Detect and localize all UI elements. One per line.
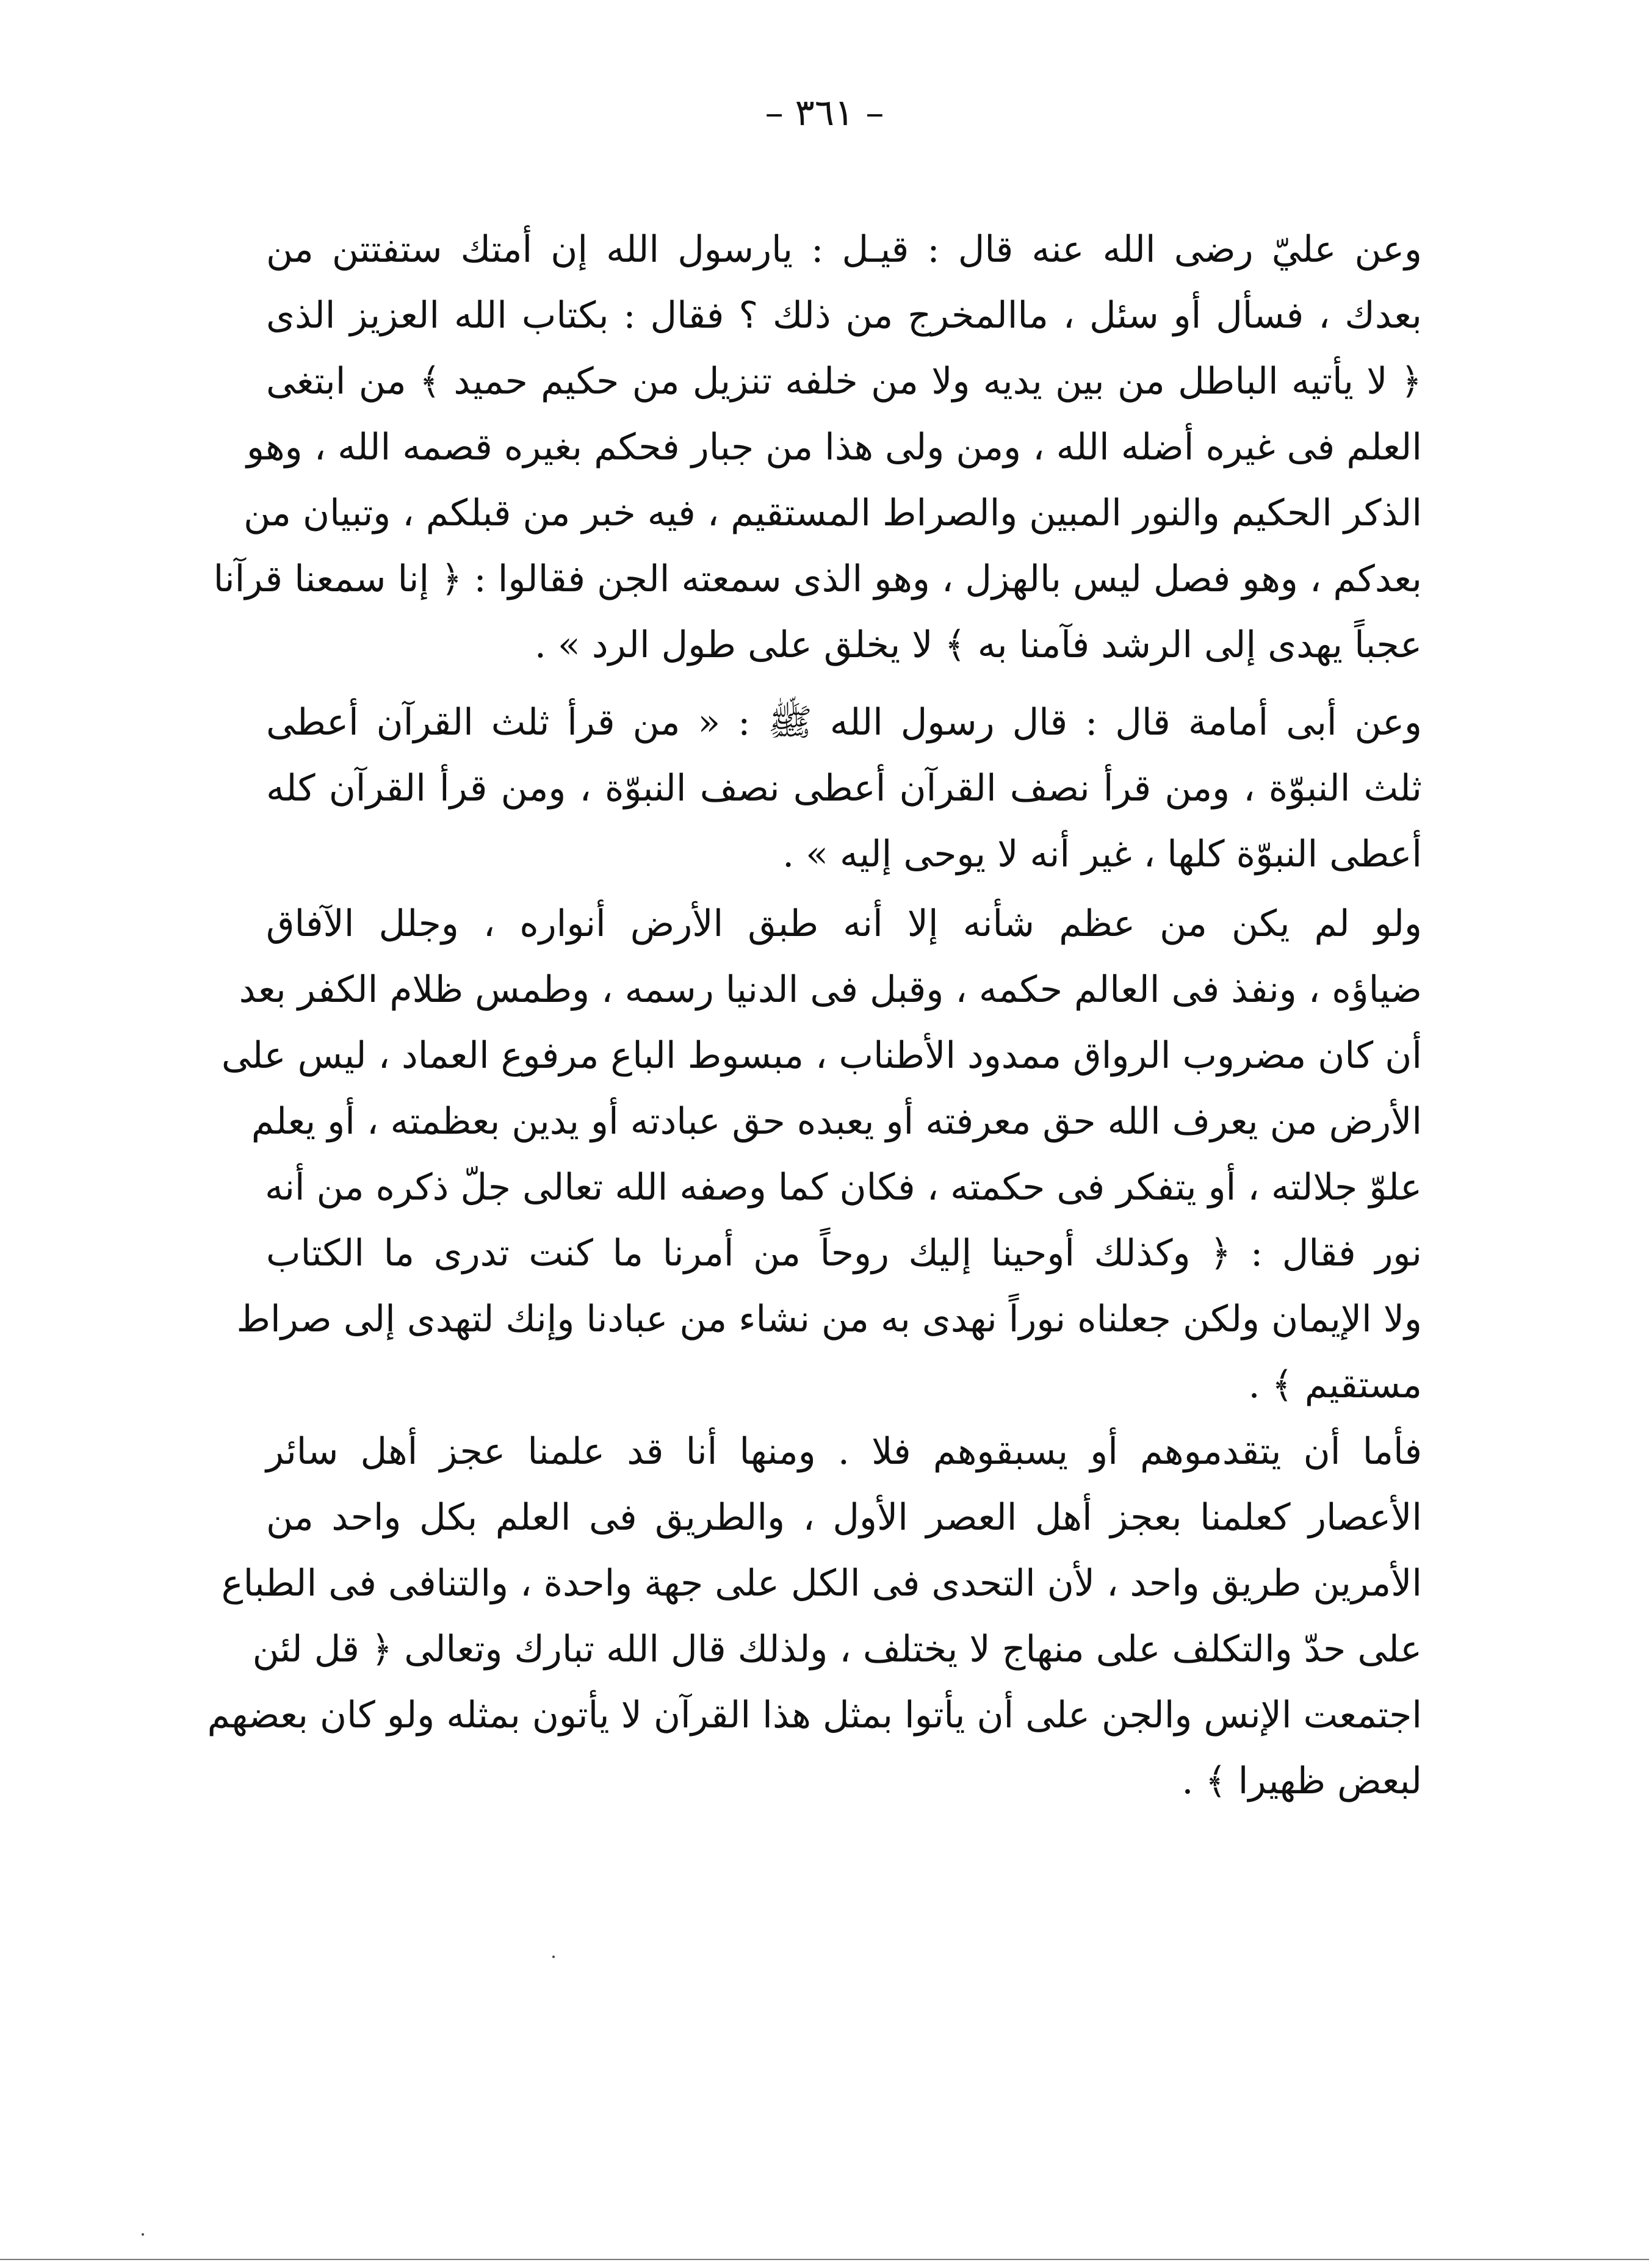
page-number: – ٣٦١ – [765,92,884,134]
text-line: العلم فى غيره أضله الله ، ومن ولى هذا من جبار فحكم بغيره قصمه الله ، وهو [247,426,1422,469]
text-line: أن كان مضروب الرواق ممدود الأطناب ، مبسوط الباع مرفوع العماد ، ليس على [221,1034,1422,1077]
text-line: نور فقال : ﴿ وكذلك أوحينا إليك روحاً من أمرنا ما كنت تدرى ما الكتاب [266,1232,1422,1275]
text-line: مستقيم ﴾ . [1248,1364,1422,1406]
paragraph-3 [221,891,1422,1418]
text-line: ولو لم يكن من عظم شأنه إلا أنه طبق الأرض أنواره ، وجلل الآفاق [266,902,1422,945]
text-line: ضياؤه ، ونفذ فى العالم حكمه ، وقبل فى الدنيا رسمه ، وطمس ظلام الكفر بعد [239,968,1422,1011]
scan-speck [142,2233,144,2236]
text-line: بعدك ، فسأل أو سئل ، ماالمخرج من ذلك ؟ فقال : بكتاب الله العزيز الذى [266,294,1422,337]
text-line: الأعصار كعلمنا بعجز أهل العصر الأول ، والطريق فى العلم بكل واحد من [266,1496,1423,1539]
page-edge-line [0,2259,1649,2260]
text-line: ثلث النبوّة ، ومن قرأ نصف القرآن أعطى نصف النبوّة ، ومن قرأ القرآن كله [266,767,1422,810]
text-line: وعن أبى أمامة قال : قال رسول الله ﷺ : « من قرأ ثلث القرآن أعطى [266,701,1422,744]
text-line: وعن عليّ رضى الله عنه قال : قيـل : يارسول الله إن أمتك ستفتتن من [266,228,1422,271]
text-line: الأمرين طريق واحد ، لأن التحدى فى الكل على جهة واحدة ، والتنافى فى الطباع [221,1562,1422,1605]
paragraph-1 [213,217,1422,678]
text-line: ﴿ لا يأتيه الباطل من بين يديه ولا من خلفه تنزيل من حكيم حميد ﴾ من ابتغى [266,360,1422,403]
text-line: لبعض ظهيرا ﴾ . [1182,1760,1422,1802]
paragraph-4 [207,1419,1423,1814]
text-line: اجتمعت الإنس والجن على أن يأتوا بمثل هذا القرآن لا يأتون بمثله ولو كان بعضهم [207,1694,1422,1737]
scan-speck [552,1956,555,1958]
text-line: فأما أن يتقدموهم أو يسبقوهم فلا . ومنها أنا قد علمنا عجز أهل سائر [266,1430,1423,1473]
text-line: علوّ جلالته ، أو يتفكر فى حكمته ، فكان كما وصفه الله تعالى جلّ ذكره من أنه [265,1166,1422,1209]
text-line: عجباً يهدى إلى الرشد فآمنا به ﴾ لا يخلق على طول الرد » . [534,624,1422,666]
text-line: أعطى النبوّة كلها ، غير أنه لا يوحى إليه » . [782,833,1422,876]
paragraph-2 [266,689,1422,887]
text-line: الذكر الحكيم والنور المبين والصراط المستقيم ، فيه خبر من قبلكم ، وتبيان من [244,492,1422,535]
text-line: بعدكم ، وهو فصل ليس بالهزل ، وهو الذى سمعته الجن فقالوا : ﴿ إنا سمعنا قرآنا [213,558,1422,600]
text-line: ولا الإيمان ولكن جعلناه نوراً نهدى به من نشاء من عبادنا وإنك لتهدى إلى صراط [236,1298,1422,1341]
text-line: الأرض من يعرف الله حق معرفته أو يعبده حق عبادته أو يدين بعظمته ، أو يعلم [251,1100,1422,1143]
text-line: على حدّ والتكلف على منهاج لا يختلف ، ولذلك قال الله تبارك وتعالى ﴿ قل لئن [252,1628,1422,1671]
